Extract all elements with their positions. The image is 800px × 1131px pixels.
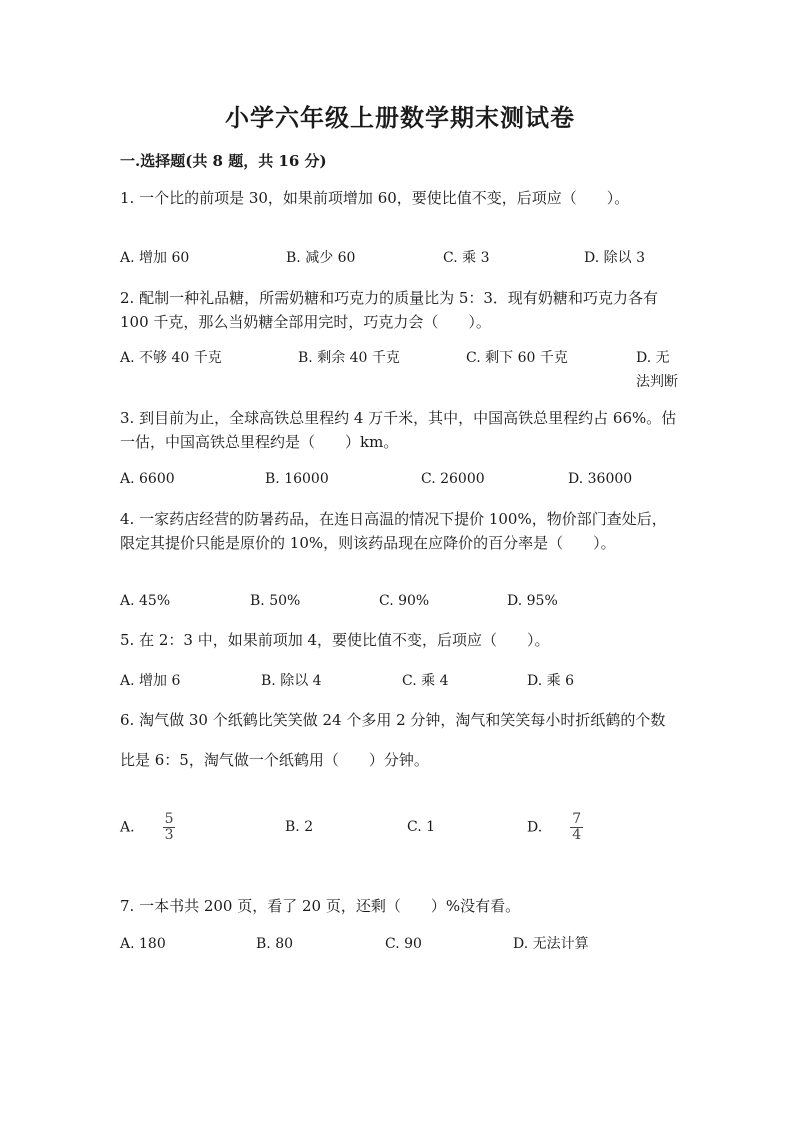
option-a[interactable]: A. 不够 40 千克 [120, 350, 222, 366]
option-b[interactable]: B. 剩余 40 千克 [298, 350, 400, 366]
option-c[interactable]: C. 90% [379, 593, 430, 609]
option-c[interactable]: C. 剩下 60 千克 [466, 350, 568, 366]
option-a[interactable]: A. 180 [120, 936, 166, 952]
fraction-numerator: 5 [164, 811, 174, 827]
question-5: 5. 在 2：3 中，如果前项加 4，要使比值不变，后项应（ ）。 [120, 631, 550, 649]
option-d[interactable]: D. 36000 [568, 471, 633, 487]
option-a[interactable]: A. 增加 6 [120, 673, 181, 689]
fraction-five-thirds [163, 812, 176, 843]
option-c[interactable]: C. 90 [385, 936, 422, 952]
option-d[interactable]: D. 乘 6 [527, 673, 574, 689]
option-a-label: A. [120, 819, 135, 836]
question-7-options [120, 932, 680, 956]
option-b[interactable]: B. 16000 [265, 471, 329, 487]
question-7: 7. 一本书共 200 页，看了 20 页，还剩（ ）%没有看。 [120, 897, 521, 915]
question-5-options [120, 669, 680, 693]
option-b[interactable]: B. 除以 4 [261, 673, 322, 689]
option-b[interactable]: B. 50% [250, 593, 301, 609]
option-a[interactable] [120, 812, 175, 843]
option-a[interactable]: A. 6600 [120, 471, 175, 487]
page-title: 小学六年级上册数学期末测试卷 [225, 103, 575, 132]
option-c[interactable]: C. 26000 [421, 471, 485, 487]
fraction-denominator: 3 [164, 827, 174, 843]
option-d[interactable]: D. 无法计算 [513, 936, 589, 952]
option-a[interactable]: A. 增加 60 [120, 250, 190, 266]
section-heading: 一.选择题(共 8 题，共 16 分) [120, 152, 327, 170]
option-c[interactable]: C. 乘 3 [443, 250, 490, 266]
question-1: 1. 一个比的前项是 30，如果前项增加 60，要使比值不变，后项应（ ）。 [120, 189, 630, 207]
question-3-options [120, 467, 680, 491]
option-d[interactable]: D. 无法判断 [636, 350, 678, 390]
question-2: 2. 配制一种礼品糖，所需奶糖和巧克力的质量比为 5：3．现有奶糖和巧克力各有 100 千克，那么当奶糖全部用完时，巧克力会（ ）。 [120, 289, 658, 331]
option-d[interactable] [527, 812, 583, 843]
option-c[interactable]: C. 乘 4 [402, 673, 449, 689]
fraction-seven-fourths [570, 812, 583, 843]
question-2-options [120, 346, 680, 394]
question-4-options [120, 589, 680, 613]
option-b[interactable]: B. 减少 60 [286, 250, 356, 266]
question-6-options [120, 812, 680, 848]
option-a[interactable]: A. 45% [120, 593, 171, 609]
option-b[interactable]: B. 2 [285, 819, 314, 835]
option-d[interactable]: D. 95% [507, 593, 558, 609]
question-3: 3. 到目前为止，全球高铁总里程约 4 万千米，其中，中国高铁总里程约占 66%。估一估，中国高铁总里程约是（ ）km。 [120, 409, 677, 451]
fraction-denominator: 4 [572, 827, 582, 843]
fraction-numerator: 7 [572, 811, 582, 827]
option-c[interactable]: C. 1 [407, 819, 436, 835]
option-d-label: D. [527, 819, 543, 836]
question-1-options [120, 246, 680, 270]
option-b[interactable]: B. 80 [256, 936, 294, 952]
question-4: 4. 一家药店经营的防暑药品，在连日高温的情况下提价 100%，物价部门查处后，限定其提价只能是原价的 10%，则该药品现在应降价的百分率是（ ）。 [120, 510, 667, 552]
option-d[interactable]: D. 除以 3 [584, 250, 645, 266]
question-6: 6. 淘气做 30 个纸鹤比笑笑做 24 个多用 2 分钟，淘气和笑笑每小时折纸鹤的个数比是 6：5，淘气做一个纸鹤用（ ）分钟。 [120, 711, 666, 769]
